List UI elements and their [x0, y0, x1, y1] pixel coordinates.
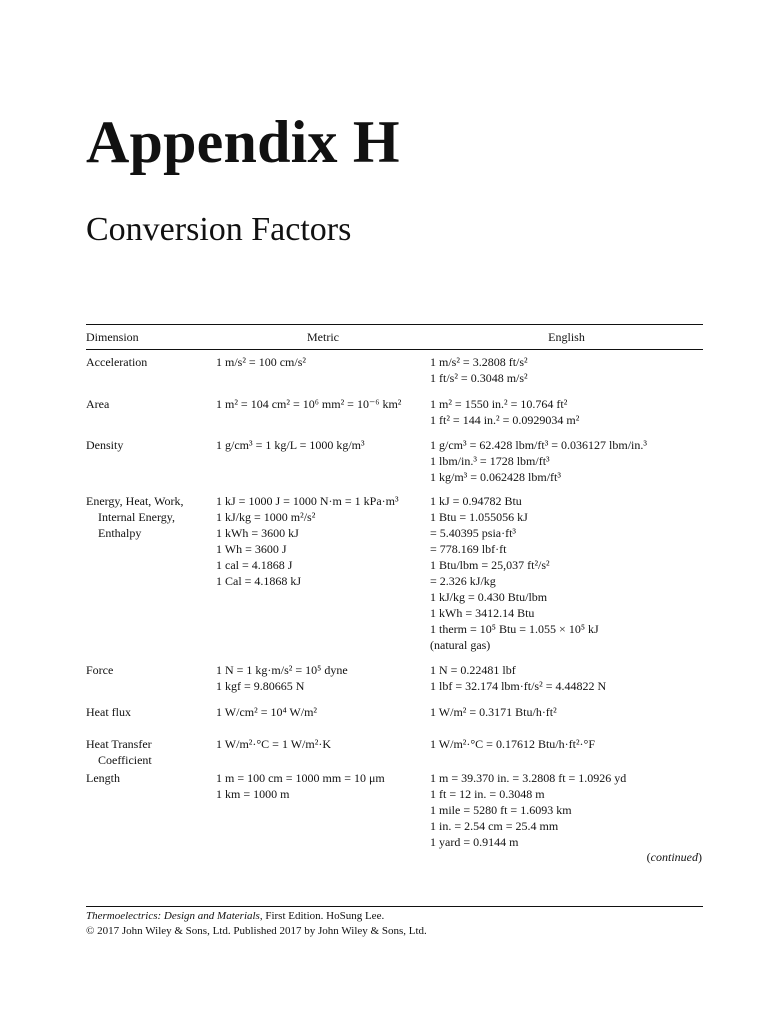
footer-citation	[86, 909, 703, 924]
metric-line: 1 m² = 104 cm² = 10⁶ mm² = 10⁻⁶ km²	[216, 397, 402, 411]
english-line: = 778.169 lbf·ft	[430, 542, 507, 556]
dimension-line: Energy, Heat, Work,	[86, 494, 184, 508]
continued-label: continued	[650, 850, 698, 864]
chapter-subtitle: Conversion Factors	[86, 211, 352, 248]
metric-line: 1 Cal = 4.1868 kJ	[216, 574, 302, 588]
dimension-cell	[86, 437, 216, 485]
english-line: 1 kg/m³ = 0.062428 lbm/ft³	[430, 470, 561, 484]
english-line: = 2.326 kJ/kg	[430, 574, 496, 588]
english-line: 1 ft = 12 in. = 0.3048 m	[430, 787, 545, 801]
metric-line: 1 cal = 4.1868 J	[216, 558, 293, 572]
table-row	[86, 662, 703, 694]
metric-cell	[216, 662, 430, 694]
table-row	[86, 493, 703, 653]
metric-cell	[216, 704, 430, 720]
metric-line: 1 kWh = 3600 kJ	[216, 526, 299, 540]
header-metric: Metric	[307, 330, 339, 344]
metric-line: 1 W/cm² = 10⁴ W/m²	[216, 705, 318, 719]
conversion-table	[86, 324, 703, 880]
english-line: 1 mile = 5280 ft = 1.6093 km	[430, 803, 572, 817]
footer-copyright: © 2017 John Wiley & Sons, Ltd. Published 2017 by John Wiley & Sons, Ltd.	[86, 925, 427, 937]
dimension-cell	[86, 493, 216, 653]
table-row	[86, 354, 703, 386]
english-line: 1 Btu/lbm = 25,037 ft²/s²	[430, 558, 550, 572]
table-row	[86, 396, 703, 428]
metric-cell	[216, 770, 430, 850]
metric-line: 1 g/cm³ = 1 kg/L = 1000 kg/m³	[216, 438, 365, 452]
english-line: 1 lbm/in.³ = 1728 lbm/ft³	[430, 454, 550, 468]
metric-cell	[216, 736, 430, 768]
english-cell	[430, 770, 703, 850]
english-line: 1 therm = 10⁵ Btu = 1.055 × 10⁵ kJ	[430, 622, 599, 636]
continued-note: (continued)	[646, 850, 702, 864]
chapter-title: Appendix H	[86, 109, 400, 175]
header-english: English	[548, 330, 585, 344]
dimension-cell	[86, 396, 216, 428]
english-line: 1 ft/s² = 0.3048 m/s²	[430, 371, 528, 385]
metric-line: 1 km = 1000 m	[216, 787, 290, 801]
dimension-line: Density	[86, 438, 124, 452]
english-cell	[430, 354, 703, 386]
english-cell	[430, 704, 703, 720]
page-footer	[86, 906, 703, 939]
english-cell	[430, 437, 703, 485]
english-line: 1 kJ = 0.94782 Btu	[430, 494, 522, 508]
english-cell	[430, 396, 703, 428]
dimension-cell	[86, 354, 216, 386]
metric-line: 1 W/m²·°C = 1 W/m²·K	[216, 737, 331, 751]
dimension-cell	[86, 736, 216, 768]
dimension-line: Heat flux	[86, 705, 131, 719]
english-cell	[430, 493, 703, 653]
dimension-line: Length	[86, 771, 120, 785]
metric-line: 1 kJ/kg = 1000 m²/s²	[216, 510, 316, 524]
table-row	[86, 736, 703, 768]
metric-line: 1 Wh = 3600 J	[216, 542, 287, 556]
english-line: 1 N = 0.22481 lbf	[430, 663, 516, 677]
dimension-cell	[86, 662, 216, 694]
footer-edition: , First Edition. HoSung Lee.	[259, 910, 385, 922]
dimension-line: Acceleration	[86, 355, 148, 369]
metric-cell	[216, 493, 430, 653]
english-cell	[430, 662, 703, 694]
english-line: 1 W/m² = 0.3171 Btu/h·ft²	[430, 705, 557, 719]
metric-cell	[216, 396, 430, 428]
dimension-line: Internal Energy,	[98, 510, 175, 524]
metric-cell	[216, 354, 430, 386]
metric-line: 1 kJ = 1000 J = 1000 N·m = 1 kPa·m³	[216, 494, 399, 508]
english-line: 1 W/m²·°C = 0.17612 Btu/h·ft²·°F	[430, 737, 596, 751]
english-line: 1 kWh = 3412.14 Btu	[430, 606, 535, 620]
english-line: 1 g/cm³ = 62.428 lbm/ft³ = 0.036127 lbm/in.³	[430, 438, 647, 452]
metric-line: 1 kgf = 9.80665 N	[216, 679, 305, 693]
dimension-line: Force	[86, 663, 114, 677]
english-line: 1 ft² = 144 in.² = 0.0929034 m²	[430, 413, 580, 427]
dimension-line: Heat Transfer	[86, 737, 152, 751]
dimension-cell	[86, 704, 216, 720]
table-row	[86, 770, 703, 850]
english-line: = 5.40395 psia·ft³	[430, 526, 517, 540]
english-line: 1 Btu = 1.055056 kJ	[430, 510, 528, 524]
english-line: 1 m = 39.370 in. = 3.2808 ft = 1.0926 yd	[430, 771, 627, 785]
footer-book-title: Thermoelectrics: Design and Materials	[86, 910, 260, 922]
english-cell	[430, 736, 703, 768]
english-line: 1 lbf = 32.174 lbm·ft/s² = 4.44822 N	[430, 679, 607, 693]
english-line: (natural gas)	[430, 638, 491, 652]
metric-line: 1 N = 1 kg·m/s² = 10⁵ dyne	[216, 663, 348, 677]
metric-line: 1 m/s² = 100 cm/s²	[216, 355, 306, 369]
english-line: 1 m/s² = 3.2808 ft/s²	[430, 355, 528, 369]
dimension-line: Enthalpy	[98, 526, 142, 540]
metric-line: 1 m = 100 cm = 1000 mm = 10 μm	[216, 771, 385, 785]
table-body	[86, 350, 703, 880]
dimension-line: Area	[86, 397, 110, 411]
dimension-cell	[86, 770, 216, 850]
dimension-line: Coefficient	[98, 753, 152, 767]
english-line: 1 in. = 2.54 cm = 25.4 mm	[430, 819, 559, 833]
table-row	[86, 704, 703, 720]
english-line: 1 kJ/kg = 0.430 Btu/lbm	[430, 590, 548, 604]
english-line: 1 yard = 0.9144 m	[430, 835, 519, 849]
metric-cell	[216, 437, 430, 485]
table-header	[86, 325, 703, 349]
header-dimension: Dimension	[86, 330, 139, 344]
table-row	[86, 437, 703, 485]
english-line: 1 m² = 1550 in.² = 10.764 ft²	[430, 397, 568, 411]
